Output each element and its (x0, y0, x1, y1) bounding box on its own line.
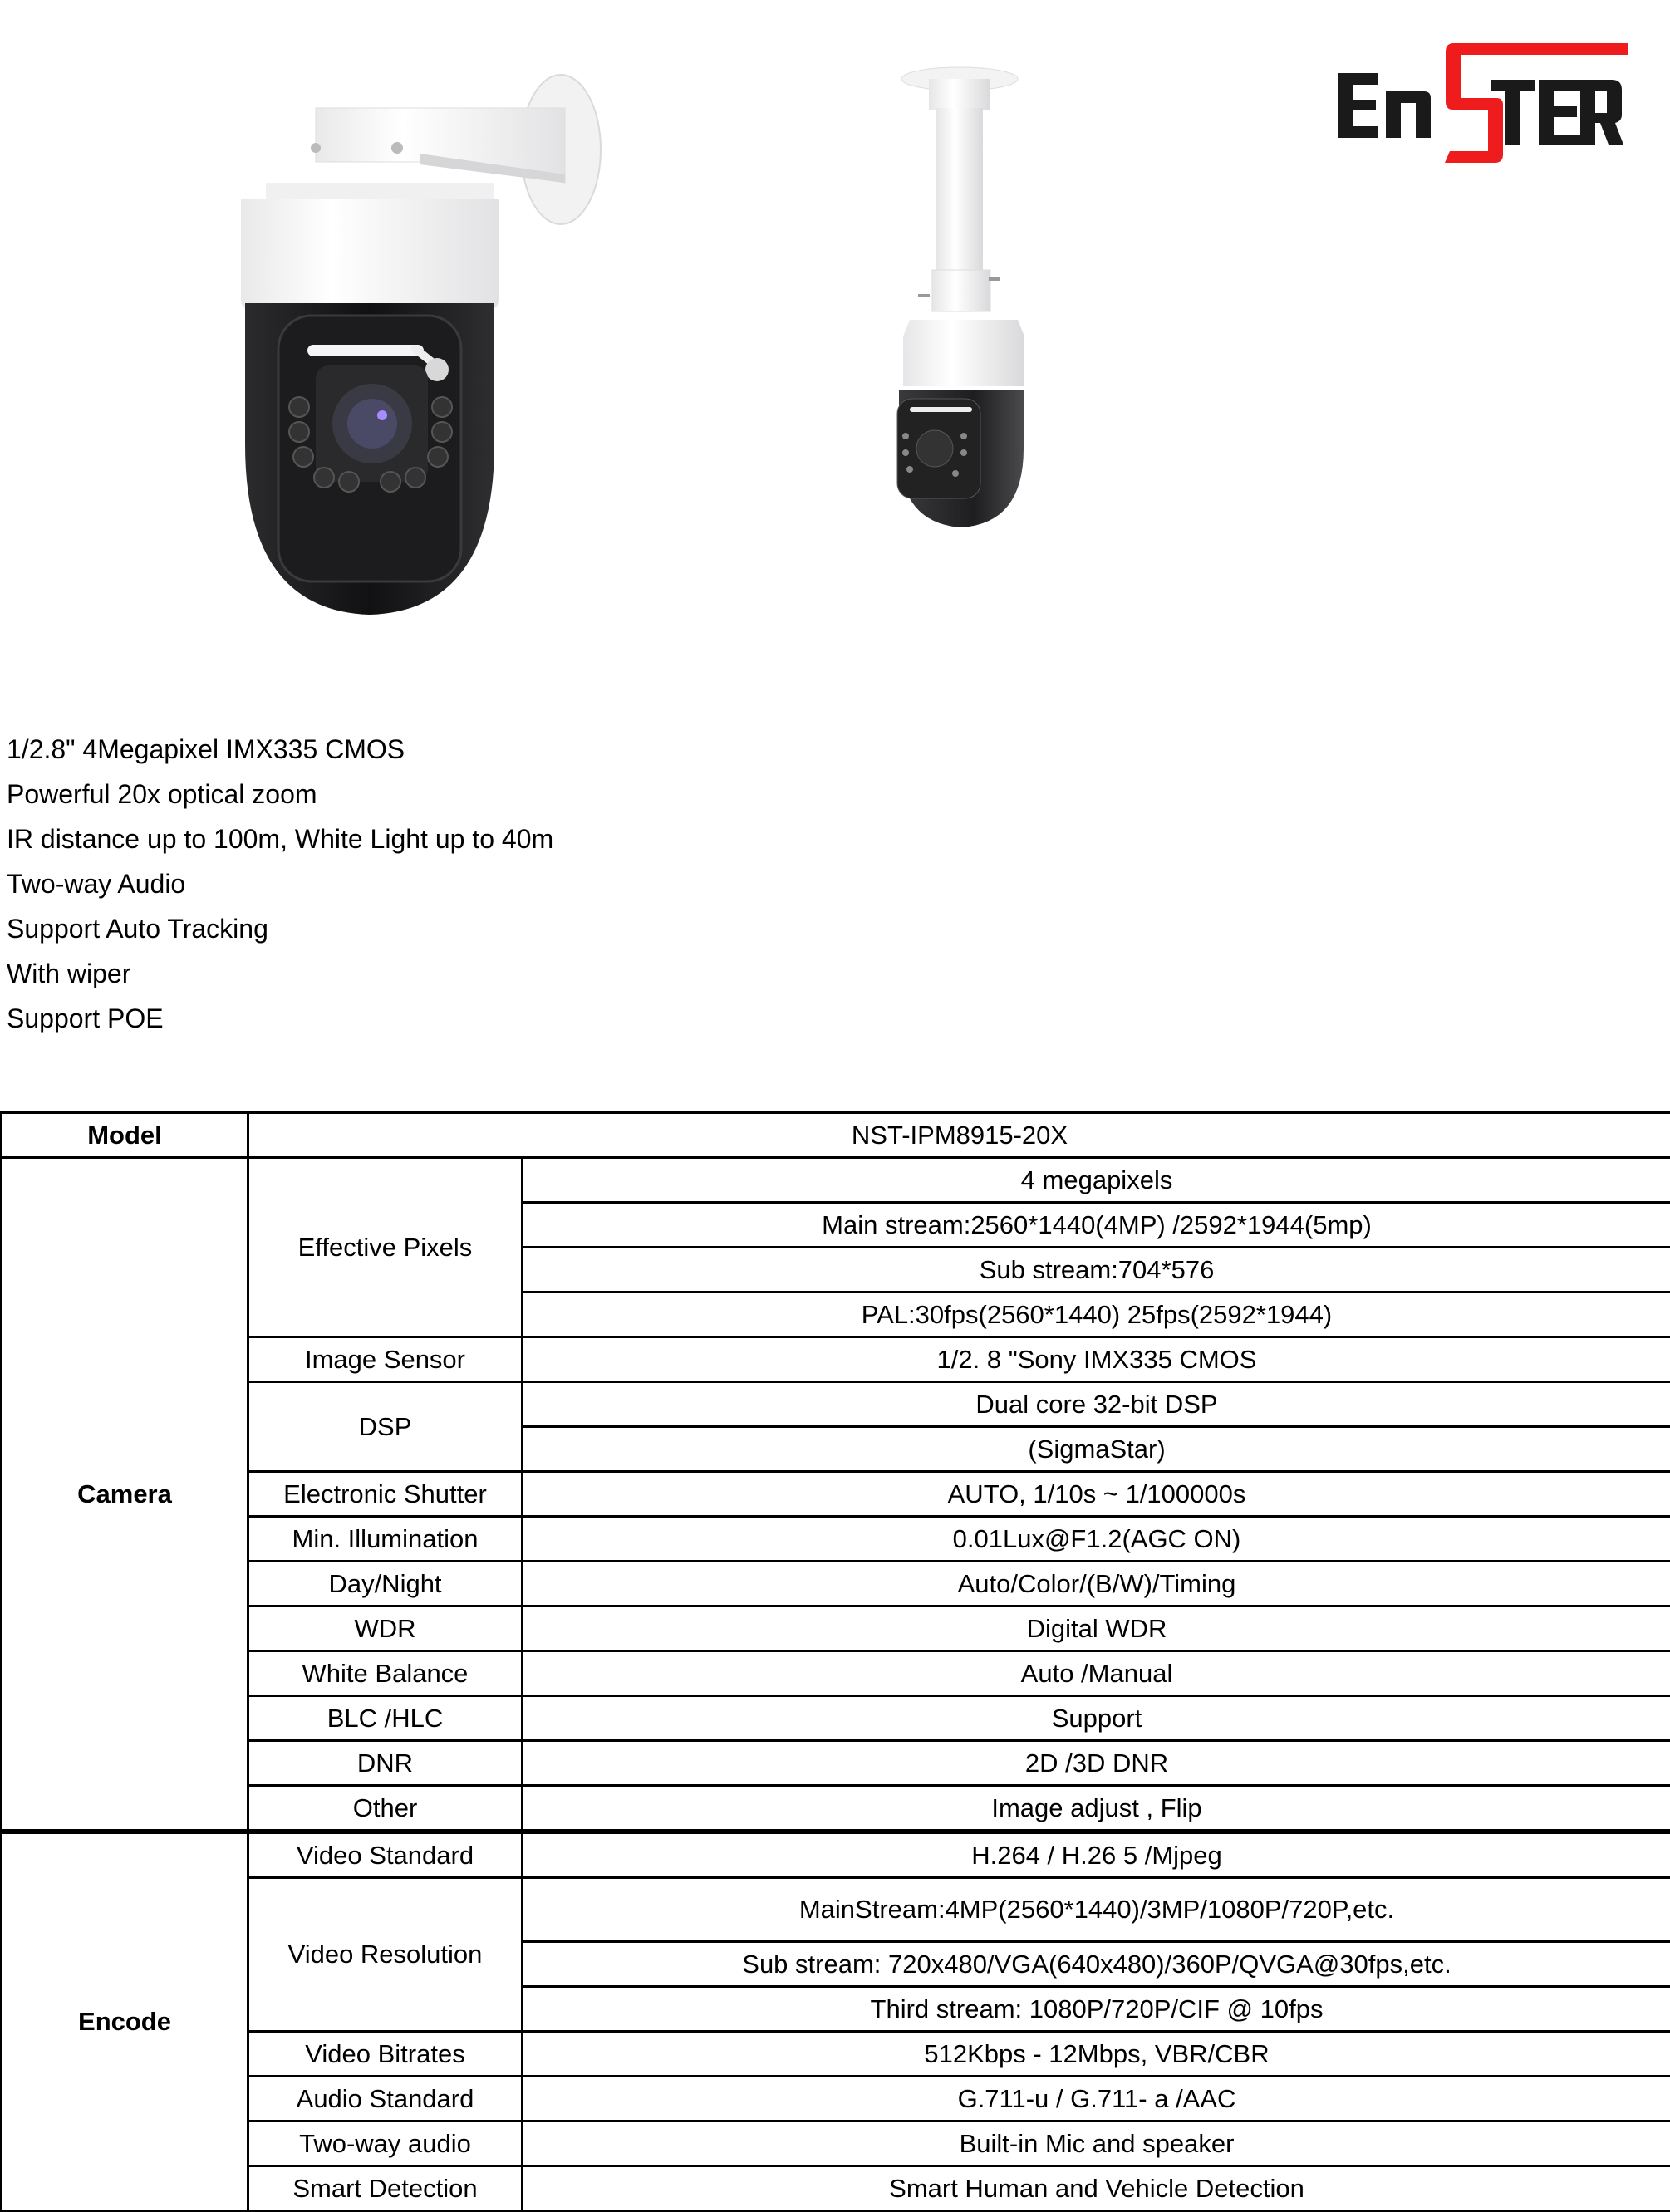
spec-value: Auto /Manual (523, 1651, 1670, 1696)
spec-value: PAL:30fps(2560*1440) 25fps(2592*1944) (523, 1292, 1670, 1337)
spec-label: Audio Standard (248, 2077, 523, 2121)
camera-pendant-mount-image (864, 58, 1063, 606)
spec-table-encode (0, 1832, 1670, 2212)
spec-label: WDR (248, 1606, 523, 1651)
spec-label: Smart Detection (248, 2166, 523, 2211)
spec-label: Video Resolution (248, 1878, 523, 2032)
spec-label: Electronic Shutter (248, 1472, 523, 1517)
section-label-camera: Camera (2, 1158, 248, 1831)
feature-item: Two-way Audio (7, 869, 186, 899)
section-label-encode: Encode (2, 1833, 248, 2211)
spec-table (0, 1111, 1670, 1832)
ptz-camera-wall-mount-icon (224, 58, 615, 631)
spec-label: Two-way audio (248, 2121, 523, 2166)
table-row (2, 1517, 1670, 1562)
camera-wall-mount-image (224, 58, 615, 631)
spec-value: 0.01Lux@F1.2(AGC ON) (523, 1517, 1670, 1562)
spec-value: Sub stream:704*576 (523, 1248, 1670, 1292)
spec-value: Digital WDR (523, 1606, 1670, 1651)
spec-label: Day/Night (248, 1562, 523, 1606)
table-row (2, 2077, 1670, 2121)
spec-value: Smart Human and Vehicle Detection (523, 2166, 1670, 2211)
feature-item: With wiper (7, 959, 131, 988)
spec-label: BLC /HLC (248, 1696, 523, 1741)
table-row (2, 1606, 1670, 1651)
spec-value: 1/2. 8 "Sony IMX335 CMOS (523, 1337, 1670, 1382)
spec-value: G.711-u / G.711- a /AAC (523, 2077, 1670, 2121)
table-row (2, 2121, 1670, 2166)
spec-value: Main stream:2560*1440(4MP) /2592*1944(5mp) (523, 1203, 1670, 1248)
table-row (2, 1337, 1670, 1382)
table-row-model (2, 1113, 1670, 1158)
spec-label: Video Standard (248, 1833, 523, 1878)
enster-logo-icon (1313, 25, 1628, 166)
spec-label: Other (248, 1786, 523, 1831)
spec-label: Min. Illumination (248, 1517, 523, 1562)
table-row (2, 1651, 1670, 1696)
model-value: NST-IPM8915-20X (248, 1113, 1670, 1158)
feature-item: 1/2.8" 4Megapixel IMX335 CMOS (7, 734, 405, 764)
spec-label: Effective Pixels (248, 1158, 523, 1337)
table-row (2, 1833, 1670, 1878)
feature-item: Powerful 20x optical zoom (7, 779, 317, 809)
spec-value: 512Kbps - 12Mbps, VBR/CBR (523, 2032, 1670, 2077)
spec-label: DSP (248, 1382, 523, 1472)
spec-value: Sub stream: 720x480/VGA(640x480)/360P/QVGA@30fps,etc. (523, 1942, 1670, 1987)
feature-item: IR distance up to 100m, White Light up to 40m (7, 824, 554, 854)
table-row (2, 1741, 1670, 1786)
spec-value: (SigmaStar) (523, 1427, 1670, 1472)
ptz-camera-pendant-mount-icon (864, 58, 1063, 606)
feature-list (7, 727, 553, 1041)
spec-value: Built-in Mic and speaker (523, 2121, 1670, 2166)
table-row (2, 1382, 1670, 1427)
table-row (2, 2166, 1670, 2211)
spec-value: MainStream:4MP(2560*1440)/3MP/1080P/720P,etc. (523, 1878, 1670, 1942)
spec-value: H.264 / H.26 5 /Mjpeg (523, 1833, 1670, 1878)
spec-label: White Balance (248, 1651, 523, 1696)
table-row (2, 1158, 1670, 1203)
spec-value: Third stream: 1080P/720P/CIF @ 10fps (523, 1987, 1670, 2032)
table-row (2, 1562, 1670, 1606)
table-row (2, 1878, 1670, 1942)
spec-label: Image Sensor (248, 1337, 523, 1382)
spec-value: 4 megapixels (523, 1158, 1670, 1203)
table-row (2, 2032, 1670, 2077)
model-label: Model (2, 1113, 248, 1158)
spec-value: Support (523, 1696, 1670, 1741)
spec-label: Video Bitrates (248, 2032, 523, 2077)
table-row (2, 1472, 1670, 1517)
spec-label: DNR (248, 1741, 523, 1786)
feature-item: Support POE (7, 1003, 164, 1033)
spec-value: 2D /3D DNR (523, 1741, 1670, 1786)
table-row (2, 1696, 1670, 1741)
brand-logo (1313, 25, 1628, 166)
spec-value: Auto/Color/(B/W)/Timing (523, 1562, 1670, 1606)
spec-value: AUTO, 1/10s ~ 1/100000s (523, 1472, 1670, 1517)
table-row (2, 1786, 1670, 1831)
spec-value: Image adjust , Flip (523, 1786, 1670, 1831)
feature-item: Support Auto Tracking (7, 914, 268, 944)
spec-value: Dual core 32-bit DSP (523, 1382, 1670, 1427)
